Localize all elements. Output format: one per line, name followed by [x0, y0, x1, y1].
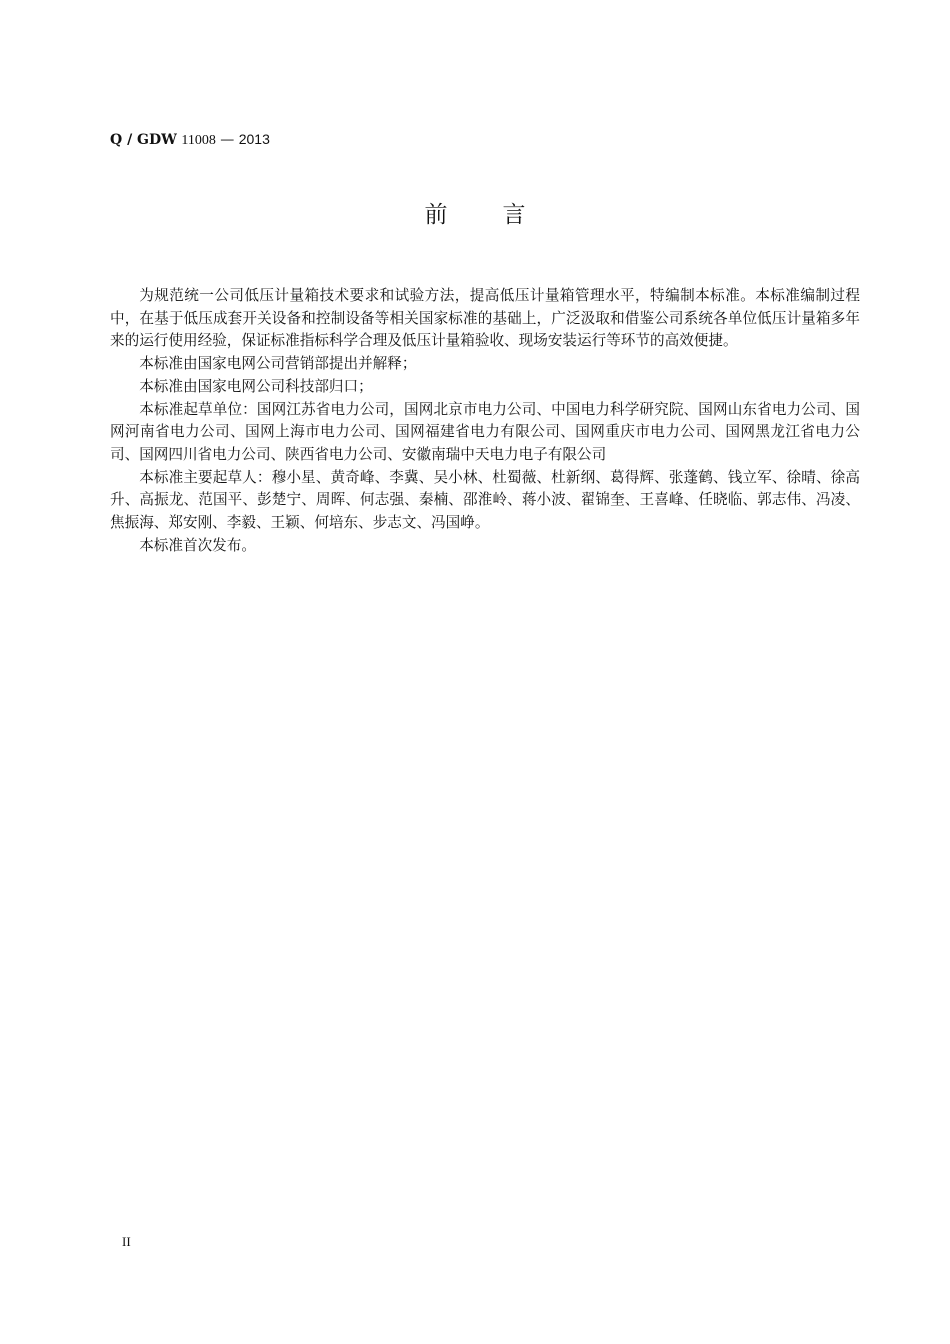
paragraph-proposer: 本标准由国家电网公司营销部提出并解释； [139, 355, 417, 373]
paragraph-drafting-units: 本标准起草单位：国网江苏省电力公司，国网北京市电力公司、中国电力科学研究院、国网山东省电力公司、国网河南省电力公司、国网上海市电力公司、国网福建省电力有限公司、国网重庆市电力公司、国网黑龙江省电力公司、国网四川省电力公司、陕西省电力公司、安徽南瑞中天电力电子有限公司 [110, 400, 860, 463]
foreword-body [110, 285, 860, 557]
paragraph-first-release: 本标准首次发布。 [139, 536, 256, 554]
page-title: 前言 [424, 202, 581, 228]
standard-prefix: Q / GDW [110, 132, 177, 148]
paragraph-purpose: 为规范统一公司低压计量箱技术要求和试验方法，提高低压计量箱管理水平，特编制本标准。本标准编制过程中，在基于低压成套开关设备和控制设备等相关国家标准的基础上，广泛汲取和借鉴公司系统各单位低压计量箱多年来的运行使用经验，保证标准指标科学合理及低压计量箱验收、现场安装运行等环节的高效便捷。 [110, 287, 860, 350]
standard-separator: — [215, 132, 239, 148]
standard-code [110, 131, 270, 149]
page-number: II [122, 1234, 131, 1249]
standard-year: 2013 [238, 131, 270, 147]
standard-number: 11008 [181, 133, 216, 148]
paragraph-drafters: 本标准主要起草人：穆小星、黄奇峰、李冀、吴小林、杜蜀薇、杜新纲、葛得辉、张蓬鹤、钱立军、徐晴、徐高升、高振龙、范国平、彭楚宁、周晖、何志强、秦楠、邵淮岭、蒋小波、翟锦奎、王喜峰、任晓临、郭志伟、冯凌、焦振海、郑安刚、李毅、王颖、何培东、步志文、冯国峥。 [110, 468, 860, 532]
paragraph-centralized: 本标准由国家电网公司科技部归口； [139, 377, 373, 395]
